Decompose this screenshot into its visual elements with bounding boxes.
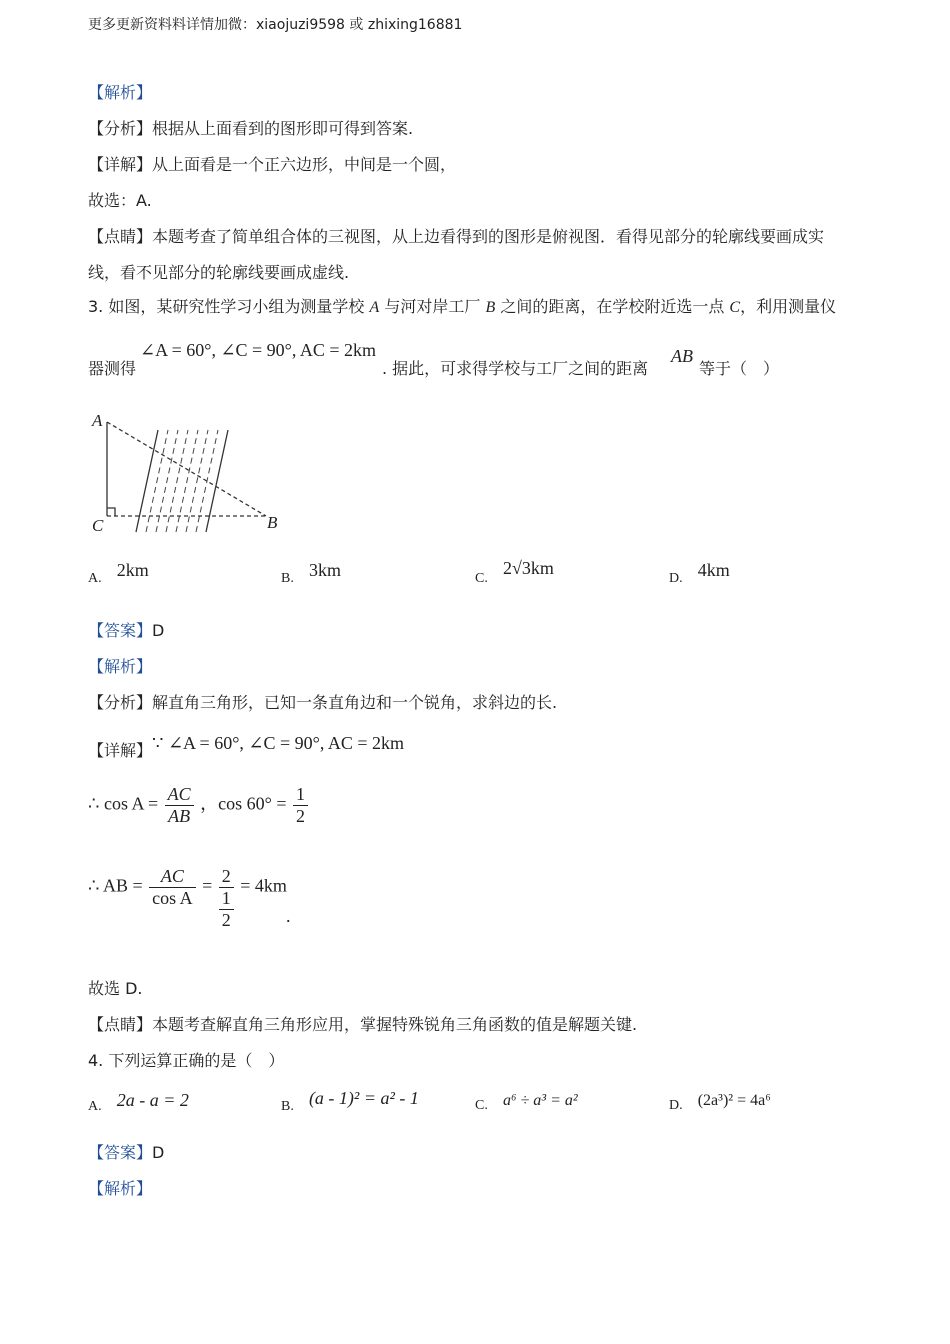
option-value: a⁶ ÷ a³ = a² bbox=[502, 1092, 578, 1109]
xiangjie-label: 【详解】 bbox=[88, 155, 153, 174]
fraction-two-over-half bbox=[219, 866, 234, 931]
side-ab bbox=[107, 422, 266, 516]
jiexi-label: 【解析】 bbox=[88, 83, 153, 102]
q2-guxuan: 故选：A. bbox=[88, 191, 152, 210]
option-value: 3km bbox=[308, 560, 341, 580]
fenxi-text: 根据从上面看到的图形即可得到答案. bbox=[152, 119, 414, 138]
q3-xiangjie-line2 bbox=[88, 784, 310, 827]
fraction-one-half bbox=[293, 784, 308, 827]
fraction-ac-ab bbox=[165, 784, 194, 827]
fraction-numerator: AC bbox=[165, 784, 194, 806]
fraction-numerator: 1 bbox=[293, 784, 308, 806]
q2-fenxi bbox=[88, 116, 413, 139]
fraction-denominator: AB bbox=[168, 806, 191, 826]
fenxi-text: 解直角三角形，已知一条直角边和一个锐角，求斜边的长. bbox=[152, 693, 558, 712]
q3-jiexi-label: 【解析】 bbox=[88, 657, 153, 676]
q3-ab-math: AB bbox=[671, 346, 693, 366]
dianjing-label: 【点睛】 bbox=[88, 227, 153, 246]
fenxi-label: 【分析】 bbox=[88, 693, 153, 712]
option-value: 2km bbox=[116, 560, 149, 580]
fraction-numerator: 2 bbox=[219, 866, 234, 888]
figure-label-a: A bbox=[92, 411, 103, 430]
point-c: C bbox=[729, 299, 741, 316]
q3-stem-line1 bbox=[88, 294, 836, 317]
dianjing-text: 本题考查解直角三角形应用，掌握特殊锐角三角函数的值是解题关键. bbox=[152, 1015, 638, 1034]
q3-line3-period: . bbox=[286, 906, 291, 926]
option-label: C. bbox=[475, 571, 488, 586]
option-label: B. bbox=[281, 571, 294, 586]
answer-label: 【答案】 bbox=[88, 621, 153, 640]
point-a: A bbox=[369, 299, 380, 316]
q3-stem-line2-pre: 器测得 bbox=[88, 359, 137, 378]
option-value: (2a³)² = 4a⁶ bbox=[697, 1092, 771, 1109]
option-value: (a - 1)² = a² - 1 bbox=[308, 1088, 419, 1108]
q4-answer bbox=[88, 1140, 164, 1163]
option-value: 4km bbox=[697, 560, 730, 580]
inner-denominator: 2 bbox=[221, 910, 231, 930]
math-text: ∴ AB = bbox=[88, 875, 143, 896]
q3-answer bbox=[88, 618, 164, 641]
stem-text: . 据此，可求得学校与工厂之间的距离 bbox=[382, 359, 649, 378]
q2-dianjing bbox=[88, 224, 824, 247]
q3-stem-line2-end: 等于（ ） bbox=[699, 359, 780, 378]
right-angle-mark bbox=[107, 508, 115, 516]
stem-text: 3. 如图，某研究性学习小组为测量学校 bbox=[88, 297, 365, 316]
q4-option-b bbox=[281, 1088, 419, 1115]
answer-label: 【答案】 bbox=[88, 1143, 153, 1162]
figure-label-b: B bbox=[267, 513, 278, 532]
q3-stem-line2-mid bbox=[382, 356, 648, 379]
option-label: C. bbox=[475, 1098, 488, 1113]
header-text: 更多更新资料料详情加微：xiaojuzi9598 或 zhixing16881 bbox=[88, 17, 463, 33]
fraction-denominator: cos A bbox=[152, 888, 193, 908]
q3-dianjing bbox=[88, 1012, 637, 1035]
stem-text: ，利用测量仪 bbox=[740, 297, 837, 316]
river-bank-right bbox=[206, 430, 228, 532]
option-label: D. bbox=[669, 571, 683, 586]
xiangjie-text: 从上面看是一个正六边形，中间是一个圆， bbox=[152, 155, 457, 174]
option-label: A. bbox=[88, 1099, 102, 1114]
inner-numerator: 1 bbox=[219, 888, 234, 910]
fraction-numerator: AC bbox=[149, 866, 196, 888]
q3-option-b bbox=[281, 560, 341, 587]
q4-option-d bbox=[669, 1094, 771, 1114]
q2-xiangjie bbox=[88, 152, 456, 175]
stem-text: 之间的距离，在学校附近选一点 bbox=[500, 297, 725, 316]
q3-option-a bbox=[88, 560, 149, 587]
answer-value: D bbox=[152, 1143, 165, 1162]
q3-guxuan: 故选 D. bbox=[88, 979, 143, 998]
fraction-ac-cosa bbox=[149, 866, 196, 909]
math-text: = 4km bbox=[240, 875, 287, 896]
river-water-lines bbox=[146, 430, 218, 532]
math-text: ∴ cos A = bbox=[88, 793, 159, 814]
dianjing-line1: 本题考查了简单组合体的三视图，从上边看得到的图形是俯视图．看得见部分的轮廓线要画成实 bbox=[152, 227, 825, 246]
q3-xiangjie-line1: ∵ ∠A = 60°, ∠C = 90°, AC = 2km bbox=[152, 733, 404, 753]
q3-fenxi bbox=[88, 690, 557, 713]
option-value: 2a - a = 2 bbox=[116, 1090, 189, 1110]
option-label: A. bbox=[88, 571, 102, 586]
option-label: D. bbox=[669, 1098, 683, 1113]
q3-xiangjie-line3 bbox=[88, 866, 287, 931]
option-label: B. bbox=[281, 1099, 294, 1114]
fenxi-label: 【分析】 bbox=[88, 119, 153, 138]
fraction-denominator: 2 bbox=[295, 806, 305, 826]
answer-value: D bbox=[152, 621, 165, 640]
option-value: 2√3km bbox=[502, 558, 554, 578]
q3-xiangjie-label: 【详解】 bbox=[88, 741, 153, 760]
q4-jiexi-label: 【解析】 bbox=[88, 1179, 153, 1198]
q4-stem: 4. 下列运算正确的是（ ） bbox=[88, 1051, 285, 1070]
river-bank-left bbox=[136, 430, 158, 532]
stem-text: 与河对岸工厂 bbox=[384, 297, 481, 316]
q2-dianjing-line2: 线，看不见部分的轮廓线要画成虚线. bbox=[88, 263, 350, 282]
triangle-river-figure bbox=[88, 408, 288, 540]
q3-option-d bbox=[669, 560, 730, 587]
figure-label-c: C bbox=[92, 516, 104, 535]
math-text: ，cos 60° = bbox=[200, 793, 287, 814]
dianjing-label: 【点睛】 bbox=[88, 1015, 153, 1034]
q4-option-a bbox=[88, 1090, 189, 1115]
q4-option-c bbox=[475, 1094, 578, 1114]
q3-given-math: ∠A = 60°, ∠C = 90°, AC = 2km bbox=[140, 340, 377, 360]
point-b: B bbox=[485, 299, 496, 316]
math-text: = bbox=[202, 875, 213, 896]
q3-option-c bbox=[475, 558, 554, 587]
